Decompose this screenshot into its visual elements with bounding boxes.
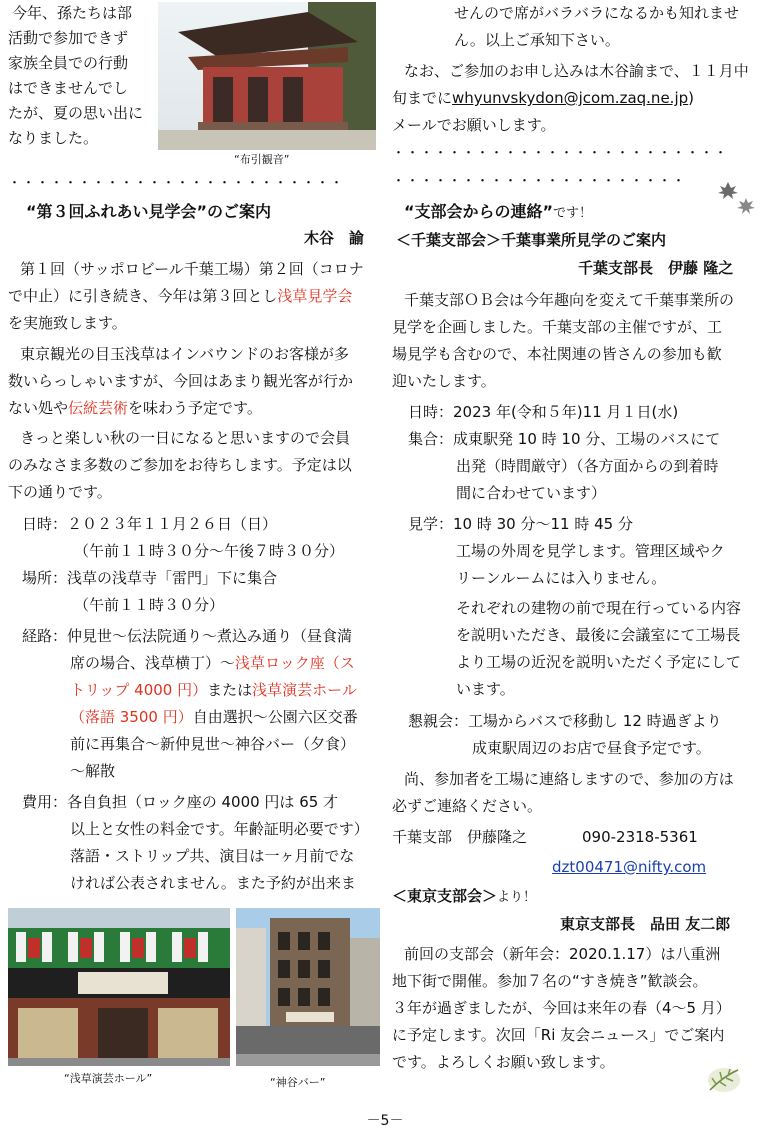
maple-leaf-icon <box>718 178 758 218</box>
photo-caption: “布引観音” <box>234 153 290 166</box>
body-line: ん。以上ご承知下さい。 <box>454 31 620 49</box>
body-line: 尚、参加者を工場に連絡しますので、参加の方は <box>404 770 734 788</box>
asakusa-engei-hall-photo <box>8 908 230 1066</box>
chiba-tour: 見学：10 時 30 分～11 時 45 分 <box>408 515 633 533</box>
intro-line: はできませんでし <box>8 79 129 97</box>
cost-line: ければ公表されません。また予約が出来ま <box>70 874 356 892</box>
party-line: 成東駅周辺のお店で昼食予定です。 <box>472 739 711 757</box>
route-line: （落語 3500 円）自由選択～公園六区交番 <box>70 708 358 726</box>
tokyo-heading: ＜東京支部会＞より！ <box>392 887 537 905</box>
photo-caption: “浅草演芸ホール” <box>64 1072 153 1085</box>
body-line: 場見学も含むので、本社関連の皆さんの参加も歓 <box>392 345 722 363</box>
page-number: －5－ <box>366 1113 404 1129</box>
nunobiki-kannon-photo <box>158 2 376 150</box>
meet-line: 出発（時間厳守）（各方面からの到着時 <box>456 457 719 475</box>
cost-line: 以上と女性の料金です。年齢証明必要です） <box>70 820 369 838</box>
photo-caption: “神谷バー” <box>270 1076 326 1089</box>
meet-line: 間に合わせています） <box>456 484 607 502</box>
body-line: 迎いたします。 <box>392 372 496 390</box>
highlight-text: 浅草見学会 <box>277 287 353 305</box>
tokyo-signature: 東京支部長 品田 友二郎 <box>560 915 731 933</box>
chiba-signature: 千葉支部長 伊藤 隆之 <box>578 259 734 277</box>
body-line: ３年が過ぎましたが、今回は来年の春（4～5 月） <box>392 999 731 1017</box>
body-line: 東京観光の目玉浅草はインバウンドのお客様が多 <box>20 345 349 363</box>
body-line: です。よろしくお願い致します。 <box>392 1053 615 1071</box>
kamiya-bar-photo <box>236 908 380 1066</box>
body-line: 必ずご連絡ください。 <box>392 797 543 815</box>
body-line: 地下街で開催。参加７名の“すき焼き”歓談会。 <box>392 972 708 990</box>
contact-phone: 090-2318-5361 <box>582 828 698 846</box>
contact-email-link[interactable]: dzt00471@nifty.com <box>552 858 707 876</box>
body-line: せんので席がバラバラになるかも知れませ <box>454 4 740 22</box>
schedule-cost: 費用：各自負担（ロック座の 4000 円は 65 才 <box>22 793 339 811</box>
intro-line: 家族全員での行動 <box>8 54 129 72</box>
schedule-date: 日時：２０２３年１１月２６日（日） <box>22 515 278 533</box>
dot-divider: ・・・・・・・・・・・・・・・・・・・・・・・・ <box>392 146 729 161</box>
intro-line: 活動で参加できず <box>8 29 129 47</box>
body-line: 数いらっしゃいますが、今回はあまり観光客が行か <box>8 372 354 390</box>
intro-line: なりました。 <box>8 129 99 147</box>
article-title: “第３回ふれあい見学会”のご案内 <box>26 202 272 221</box>
email-link[interactable]: whyunvskydon@jcom.zaq.ne.jp <box>452 89 689 107</box>
route-line: ～解散 <box>70 762 116 780</box>
body-line: 見学を企画しました。千葉支部の主催ですが、工 <box>392 318 723 336</box>
cost-line: 落語・ストリップ共、演目は一ヶ月前でな <box>70 847 355 865</box>
body-line: に予定します。次回「Ri 友会ニュース」でご案内 <box>392 1026 725 1044</box>
schedule-place-time: （午前１１時３０分） <box>74 596 225 614</box>
body-line: 旬までにwhyunvskydon@jcom.zaq.ne.jp) <box>392 89 694 107</box>
highlight-text: 伝統芸術 <box>68 399 129 417</box>
article-author: 木谷 諭 <box>304 229 365 247</box>
body-line: なお、ご参加のお申し込みは木谷諭まで、１１月中 <box>404 62 749 80</box>
schedule-place: 場所：浅草の浅草寺「雷門」下に集合 <box>22 569 278 587</box>
dot-divider: ・・・・・・・・・・・・・・・・・・・・・・・・ <box>8 176 345 191</box>
branch-title: “支部会からの連絡”です！ <box>404 202 593 221</box>
body-line: ない処や伝統芸術を味わう予定です。 <box>8 399 262 417</box>
chiba-heading: ＜千葉支部会＞千葉事業所見学のご案内 <box>396 231 667 249</box>
body-line: 下の通りです。 <box>8 483 112 501</box>
tour-line: を説明いただき、最後に会議室にて工場長 <box>456 626 741 644</box>
body-line: 千葉支部ＯＢ会は今年趣向を変えて千葉事業所の <box>404 291 735 309</box>
body-line: メールでお願いします。 <box>392 116 556 134</box>
intro-line: 今年、孫たちは部 <box>12 4 133 22</box>
intro-line: たが、夏の思い出に <box>8 104 144 122</box>
body-line: で中止）に引き続き、今年は第３回とし浅草見学会 <box>8 287 353 305</box>
route-line: 前に再集合～新仲見世～神谷バー（夕食） <box>70 735 356 753</box>
chiba-party: 懇親会：工場からバスで移動し 12 時過ぎより <box>408 712 722 730</box>
tour-line: います。 <box>456 680 515 698</box>
route-line: トリップ 4000 円）または浅草演芸ホール <box>70 681 357 699</box>
body-line: きっと楽しい秋の一日になると思いますので会員 <box>20 429 351 447</box>
body-line: を実施致します。 <box>8 314 127 332</box>
dot-divider: ・・・・・・・・・・・・・・・・・・・・・ <box>392 174 687 189</box>
tour-line: それぞれの建物の前で現在行っている内容 <box>456 599 742 617</box>
tour-line: リーンルームには入りません。 <box>456 569 667 587</box>
contact-name: 千葉支部 伊藤隆之 <box>392 828 528 846</box>
chiba-meet: 集合：成東駅発 10 時 10 分、工場のバスにて <box>408 430 721 448</box>
leaf-decoration-icon <box>704 1062 744 1098</box>
route-line: 席の場合、浅草横丁）～浅草ロック座（ス <box>70 654 355 672</box>
schedule-time: （午前１１時３０分～午後７時３０分） <box>74 542 345 560</box>
body-line: 前回の支部会（新年会：2020.1.17）は八重洲 <box>404 945 721 963</box>
tour-line: 工場の外周を見学します。管理区域やク <box>456 542 725 560</box>
chiba-date: 日時：2023 年(令和５年)11 月１日(水) <box>408 403 679 421</box>
schedule-route: 経路：仲見世～伝法院通り～煮込み通り（昼食満 <box>22 627 353 645</box>
tour-line: より工場の近況を説明いただく予定にして <box>456 653 742 671</box>
body-line: 第１回（サッポロビール千葉工場）第２回（コロナ <box>20 260 364 278</box>
body-line: のみなさま多数のご参加をお待ちします。予定は以 <box>8 456 352 474</box>
